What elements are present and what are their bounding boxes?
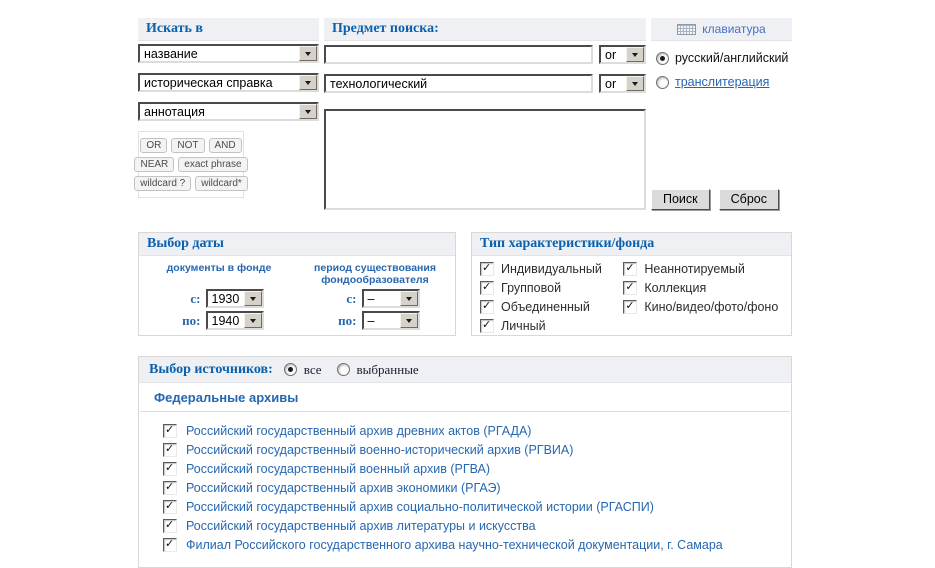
operator-select-2[interactable] xyxy=(599,74,646,93)
chevron-down-icon[interactable] xyxy=(299,75,317,90)
creator-period-date-group xyxy=(297,260,453,330)
archive-link[interactable]: Российский государственный военно-исторический архив (РГВИА) xyxy=(186,442,574,457)
wildcard-star-button[interactable]: wildcard* xyxy=(195,176,248,191)
all-sources-label: все xyxy=(303,361,322,377)
type-individual xyxy=(480,262,623,276)
and-operator-button[interactable]: AND xyxy=(209,138,242,153)
archive-checkbox[interactable] xyxy=(163,538,177,552)
archive-checkbox[interactable] xyxy=(163,519,177,533)
action-buttons xyxy=(651,189,792,210)
sources-section xyxy=(138,356,792,568)
chevron-down-icon[interactable] xyxy=(299,104,317,119)
middle-row xyxy=(138,232,792,336)
period-from-value: – xyxy=(367,292,375,306)
near-operator-button[interactable]: NEAR xyxy=(134,157,174,172)
fund-documents-label: документы в фонде xyxy=(166,262,272,274)
personal-checkbox[interactable] xyxy=(480,319,494,333)
group-label: Групповой xyxy=(501,281,562,295)
type-united xyxy=(480,300,623,314)
individual-label: Индивидуальный xyxy=(501,262,602,276)
archive-row xyxy=(163,440,783,459)
search-in-header: Искать в xyxy=(138,18,319,41)
field-select-3[interactable] xyxy=(138,102,319,121)
archive-row xyxy=(163,478,783,497)
archives-list xyxy=(139,412,791,554)
chevron-down-icon[interactable] xyxy=(626,47,644,62)
chevron-down-icon[interactable] xyxy=(400,313,418,328)
type-section xyxy=(471,232,792,336)
operator-select-1[interactable] xyxy=(599,45,646,64)
date-from-select[interactable] xyxy=(206,289,264,308)
date-from-value: 1930 xyxy=(211,292,240,306)
search-term-input-2[interactable] xyxy=(324,74,593,93)
selected-sources-label: выбранные xyxy=(356,361,419,377)
date-to-value: 1940 xyxy=(211,314,240,328)
unannotated-label: Неаннотируемый xyxy=(644,262,745,276)
chevron-down-icon[interactable] xyxy=(400,291,418,306)
type-section-header: Тип характеристики/фонда xyxy=(472,233,791,256)
chevron-down-icon[interactable] xyxy=(244,313,262,328)
operator-buttons-box xyxy=(138,131,244,198)
collection-checkbox[interactable] xyxy=(623,281,637,295)
archive-row xyxy=(163,535,783,554)
date-section xyxy=(138,232,456,336)
field-select-2-value: историческая справка xyxy=(144,76,273,90)
individual-checkbox[interactable] xyxy=(480,262,494,276)
united-label: Объединенный xyxy=(501,300,590,314)
russian-english-label: русский/английский xyxy=(675,51,789,65)
search-button[interactable]: Поиск xyxy=(651,189,710,210)
chevron-down-icon[interactable] xyxy=(626,76,644,91)
group-checkbox[interactable] xyxy=(480,281,494,295)
period-from-select[interactable] xyxy=(362,289,420,308)
period-to-label: по: xyxy=(338,312,357,328)
date-to-label: по: xyxy=(182,312,201,328)
federal-archives-title: Федеральные архивы xyxy=(140,383,790,412)
selected-sources-radio[interactable] xyxy=(337,363,350,376)
archive-row xyxy=(163,497,783,516)
operator-select-1-value: or xyxy=(605,48,617,62)
archive-link[interactable]: Филиал Российского государственного архива научно-технической документации, г. Самара xyxy=(186,537,723,552)
keyboard-bar xyxy=(651,18,792,41)
archive-checkbox[interactable] xyxy=(163,462,177,476)
wildcard-question-button[interactable]: wildcard ? xyxy=(134,176,191,191)
top-row xyxy=(138,18,792,210)
language-option-russian-english xyxy=(656,51,792,65)
field-select-1[interactable] xyxy=(138,44,319,63)
type-media xyxy=(623,300,785,314)
type-collection xyxy=(623,281,785,295)
sources-header xyxy=(139,357,791,383)
archive-link[interactable]: Российский государственный архив социально-политической истории (РГАСПИ) xyxy=(186,499,654,514)
keyboard-link[interactable]: клавиатура xyxy=(702,22,766,36)
field-select-3-value: аннотация xyxy=(144,105,205,119)
archive-link[interactable]: Российский государственный архив литературы и искусства xyxy=(186,518,536,533)
language-option-transliteration xyxy=(656,75,792,89)
period-to-value: – xyxy=(367,314,375,328)
keyboard-icon xyxy=(677,24,696,35)
field-select-2[interactable] xyxy=(138,73,319,92)
creator-period-label: период существования фондообразователя xyxy=(314,262,436,286)
archive-checkbox[interactable] xyxy=(163,443,177,457)
field-select-1-value: название xyxy=(144,47,198,61)
or-operator-button[interactable]: OR xyxy=(140,138,167,153)
exact-phrase-button[interactable]: exact phrase xyxy=(178,157,247,172)
unannotated-checkbox[interactable] xyxy=(623,262,637,276)
archive-link[interactable]: Российский государственный архив древних актов (РГАДА) xyxy=(186,423,532,438)
archive-checkbox[interactable] xyxy=(163,424,177,438)
type-personal xyxy=(480,319,623,333)
not-operator-button[interactable]: NOT xyxy=(171,138,204,153)
options-column xyxy=(651,18,792,210)
archive-link[interactable]: Российский государственный военный архив (РГВА) xyxy=(186,461,491,476)
subject-column xyxy=(324,18,646,210)
archive-row xyxy=(163,459,783,478)
collection-label: Коллекция xyxy=(644,281,707,295)
media-label: Кино/видео/фото/фоно xyxy=(644,300,779,314)
type-group xyxy=(480,281,623,295)
russian-english-radio[interactable] xyxy=(656,52,669,65)
date-section-header: Выбор даты xyxy=(139,233,455,256)
search-term-input-1[interactable] xyxy=(324,45,593,64)
fund-documents-date-group xyxy=(141,260,297,330)
united-checkbox[interactable] xyxy=(480,300,494,314)
archive-checkbox[interactable] xyxy=(163,481,177,495)
archive-row xyxy=(163,516,783,535)
search-terms-textarea[interactable] xyxy=(324,109,646,210)
type-unannotated xyxy=(623,262,785,276)
chevron-down-icon[interactable] xyxy=(299,46,317,61)
sources-title: Выбор источников: xyxy=(149,361,273,377)
date-from-label: с: xyxy=(190,290,201,306)
search-form xyxy=(138,18,792,568)
personal-label: Личный xyxy=(501,319,546,333)
search-in-column xyxy=(138,18,319,210)
archive-checkbox[interactable] xyxy=(163,500,177,514)
transliteration-radio[interactable] xyxy=(656,76,669,89)
all-sources-radio[interactable] xyxy=(284,363,297,376)
chevron-down-icon[interactable] xyxy=(244,291,262,306)
operator-select-2-value: or xyxy=(605,77,617,91)
archive-row xyxy=(163,421,783,440)
media-checkbox[interactable] xyxy=(623,300,637,314)
period-to-select[interactable] xyxy=(362,311,420,330)
date-to-select[interactable] xyxy=(206,311,264,330)
reset-button[interactable]: Сброс xyxy=(719,189,779,210)
archive-link[interactable]: Российский государственный архив экономики (РГАЭ) xyxy=(186,480,501,495)
subject-header: Предмет поиска: xyxy=(324,18,646,41)
transliteration-link[interactable]: транслитерация xyxy=(675,75,770,89)
period-from-label: с: xyxy=(346,290,357,306)
